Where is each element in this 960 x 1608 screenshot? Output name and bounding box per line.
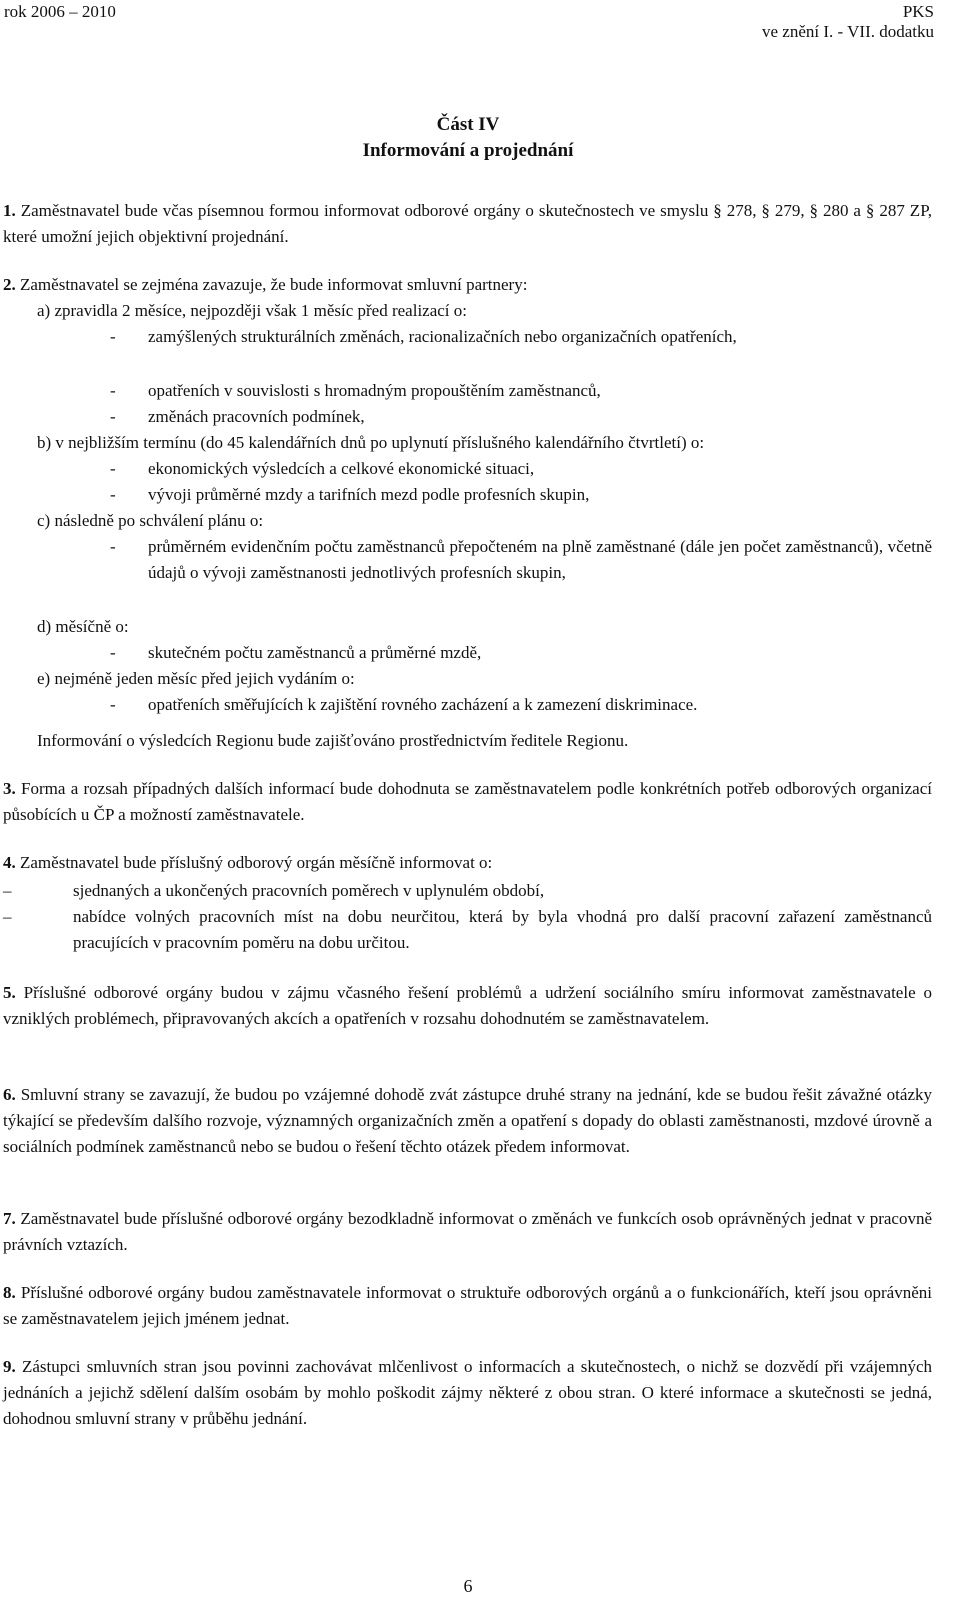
list-item (110, 640, 932, 666)
subitem-d: d) měsíčně o: (37, 617, 129, 636)
list-item (110, 482, 932, 508)
list-item (110, 404, 932, 430)
paragraph-7 (3, 1206, 932, 1258)
header-right (762, 2, 934, 42)
dash-marker: - (110, 327, 116, 346)
paragraph-5 (3, 980, 932, 1032)
list-item-text: sjednaných a ukončených pracovních poměrech v uplynulém období, (73, 881, 545, 900)
paragraph-8 (3, 1280, 932, 1332)
subitem-e: e) nejméně jeden měsíc před jejich vydáním o: (37, 669, 355, 688)
list-item-text: vývoji průměrné mzdy a tarifních mezd podle profesních skupin, (148, 485, 590, 504)
paragraph-text: Forma a rozsah případných dalších informací bude dohodnuta se zaměstnavatelem podle konkrétních potřeb odborových organizací působících u ČP a možností zaměstnavatele. (3, 779, 932, 824)
paragraph-number: 6. (3, 1085, 16, 1104)
paragraph-text: Zaměstnavatel bude včas písemnou formou informovat odborové orgány o skutečnostech ve smyslu § 278, § 279, § 280 a § 287 ZP, které umožní jejich objektivní projednání. (3, 201, 933, 246)
paragraph-number: 5. (3, 983, 16, 1002)
paragraph-text: Zástupci smluvních stran jsou povinni zachovávat mlčenlivost o informacích a skutečnostech, o nichž se dozvědí při vzájemných jednáních a jejichž sdělení dalším osobám by mohlo poškodit zájmy některé z obou stran. O které informace a skutečnosti se jedná, dohodnou smluvní strany v průběhu jednání. (3, 1357, 932, 1428)
paragraph-number: 4. (3, 853, 16, 872)
long-dash-marker: – (3, 881, 12, 900)
long-dash-marker: – (3, 907, 12, 926)
paragraph-text: Příslušné odborové orgány budou v zájmu včasného řešení problémů a udržení sociálního smíru informovat zaměstnavatele o vzniklých problémech, připravovaných akcích a opatřeních v rozsahu dohodnutém se zaměstnavatelem. (3, 983, 933, 1028)
list-item (110, 534, 932, 586)
paragraph-1 (3, 198, 932, 250)
paragraph-6 (3, 1082, 932, 1160)
dash-marker: - (110, 643, 116, 662)
subitem-c: c) následně po schválení plánu o: (37, 511, 264, 530)
section-title: Informování a projednání (362, 140, 574, 161)
paragraph-3 (3, 776, 932, 828)
paragraph-number: 8. (3, 1283, 16, 1302)
paragraph-number: 7. (3, 1209, 16, 1228)
page-number: 6 (463, 1576, 473, 1596)
region-note: Informování o výsledcích Regionu bude zajišťováno prostřednictvím ředitele Regionu. (37, 731, 629, 750)
list-item (110, 378, 932, 404)
list-item (110, 324, 932, 350)
list-item (3, 904, 932, 956)
paragraph-text: Zaměstnavatel bude příslušné odborové orgány bezodkladně informovat o změnách ve funkcích osob oprávněných jednat v pracovně právních vztazích. (3, 1209, 932, 1254)
subitem-b: b) v nejbližším termínu (do 45 kalendářních dnů po uplynutí příslušného kalendářního čtvrtletí) o: (37, 433, 705, 452)
header-period: rok 2006 – 2010 (4, 2, 116, 21)
dash-marker: - (110, 485, 116, 504)
list-item-text: průměrném evidenčním počtu zaměstnanců přepočteném na plně zaměstnané (dále jen počet zaměstnanců), včetně údajů o vývoji zaměstnanosti jednotlivých profesních skupin, (148, 537, 932, 582)
dash-marker: - (110, 537, 116, 556)
paragraph-number: 1. (3, 201, 16, 220)
paragraph-number: 2. (3, 275, 16, 294)
list-item-text: zamýšlených strukturálních změnách, racionalizačních nebo organizačních opatřeních, (148, 327, 737, 346)
dash-marker: - (110, 695, 116, 714)
header-amendment: ve znění I. - VII. dodatku (762, 22, 934, 41)
list-item-text: ekonomických výsledcích a celkové ekonomické situaci, (148, 459, 535, 478)
list-item (110, 456, 932, 482)
paragraph-text: Zaměstnavatel se zejména zavazuje, že bude informovat smluvní partnery: (20, 275, 528, 294)
list-item (110, 692, 932, 718)
list-item-text: změnách pracovních podmínek, (148, 407, 365, 426)
paragraph-text: Příslušné odborové orgány budou zaměstnavatele informovat o struktuře odborových orgánů a o funkcionářích, kteří jsou oprávněni se zaměstnavatelem jejich jménem jednat. (3, 1283, 932, 1328)
dash-marker: - (110, 459, 116, 478)
paragraph-text: Zaměstnavatel bude příslušný odborový orgán měsíčně informovat o: (20, 853, 493, 872)
paragraph-2 (3, 272, 932, 298)
dash-marker: - (110, 407, 116, 426)
list-item-text: nabídce volných pracovních míst na dobu neurčitou, která by byla vhodná pro další pracovní zařazení zaměstnanců pracujících v pracovním poměru na dobu určitou. (73, 907, 932, 952)
subitem-a: a) zpravidla 2 měsíce, nejpozději však 1 měsíc před realizací o: (37, 301, 468, 320)
paragraph-number: 9. (3, 1357, 16, 1376)
list-item (3, 878, 932, 904)
part-title: Část IV (436, 114, 500, 135)
list-item-text: skutečném počtu zaměstnanců a průměrné mzdě, (148, 643, 482, 662)
paragraph-9 (3, 1354, 932, 1432)
list-item-text: opatřeních v souvislosti s hromadným propouštěním zaměstnanců, (148, 381, 601, 400)
list-item-text: opatřeních směřujících k zajištění rovného zacházení a k zamezení diskriminace. (148, 695, 698, 714)
paragraph-number: 3. (3, 779, 16, 798)
paragraph-text: Smluvní strany se zavazují, že budou po vzájemné dohodě zvát zástupce druhé strany na jednání, kde se budou řešit závažné otázky týkající se především dalšího rozvoje, významných organizačních změn a opatření s dopady do oblasti zaměstnanosti, mzdové úrovně a sociálních podmínek zaměstnanců nebo se budou o řešení těchto otázek předem informovat. (3, 1085, 932, 1156)
dash-marker: - (110, 381, 116, 400)
paragraph-4 (3, 850, 932, 876)
header-document-code: PKS (902, 2, 934, 21)
